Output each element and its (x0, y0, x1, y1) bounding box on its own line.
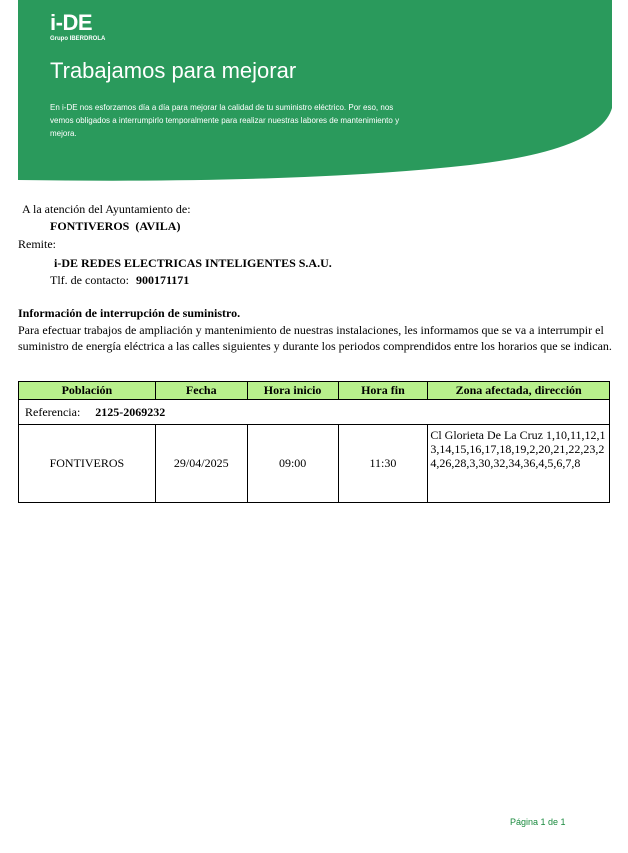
interruption-table (18, 381, 610, 503)
reference-row (19, 400, 610, 425)
cell-fecha: 29/04/2025 (155, 425, 247, 503)
municipality-name: FONTIVEROS (AVILA) (50, 219, 181, 233)
info-text: Para efectuar trabajos de ampliación y mantenimiento de nuestras instalaciones, les informamos que se va a interrumpir el suministro de energía eléctrica a las calles siguientes y durante los periodos comprendidos entre los horarios que se indican. (18, 323, 612, 353)
phone-label: Tlf. de contacto: (50, 273, 129, 287)
header-fecha: Fecha (155, 382, 247, 400)
header-banner (0, 0, 628, 185)
banner-text: En i-DE nos esforzamos día a día para mejorar la calidad de tu suministro eléctrico. Por eso, nos vemos obligados a interrumpirlo temporalmente para realizar nuestras labores de mantenimiento y mejora. (50, 103, 400, 138)
reference-cell (19, 400, 610, 425)
banner-title: Trabajamos para mejorar (50, 58, 297, 83)
header-hora-fin: Hora fin (338, 382, 428, 400)
reference-label: Referencia: (25, 404, 81, 419)
cell-hora-fin: 11:30 (338, 425, 428, 503)
sender-name: i-DE REDES ELECTRICAS INTELIGENTES S.A.U. (54, 256, 332, 270)
logo-subtext: Grupo IBERDROLA (50, 36, 106, 42)
table-row (19, 425, 610, 503)
logo-text: i-DE (50, 10, 92, 35)
phone-line (50, 273, 189, 288)
header-hora-inicio: Hora inicio (247, 382, 338, 400)
cell-zona: Cl Glorieta De La Cruz 1,10,11,12,13,14,15,16,17,18,19,2,20,21,22,23,24,26,28,3,30,32,34,36,4,5,6,7,8 (428, 425, 610, 503)
header-poblacion: Población (19, 382, 156, 400)
ide-logo (50, 11, 105, 43)
info-title: Información de interrupción de suministro. (18, 306, 241, 320)
sender-label: Remite: (18, 237, 56, 251)
reference-number: 2125-2069232 (95, 404, 166, 419)
page-number: Página 1 de 1 (510, 817, 566, 827)
cell-poblacion: FONTIVEROS (19, 425, 156, 503)
cell-hora-inicio: 09:00 (247, 425, 338, 503)
table-header-row (19, 382, 610, 400)
attention-label: A la atención del Ayuntamiento de: (22, 202, 191, 216)
phone-number: 900171171 (135, 273, 190, 287)
header-zona: Zona afectada, dirección (428, 382, 610, 400)
